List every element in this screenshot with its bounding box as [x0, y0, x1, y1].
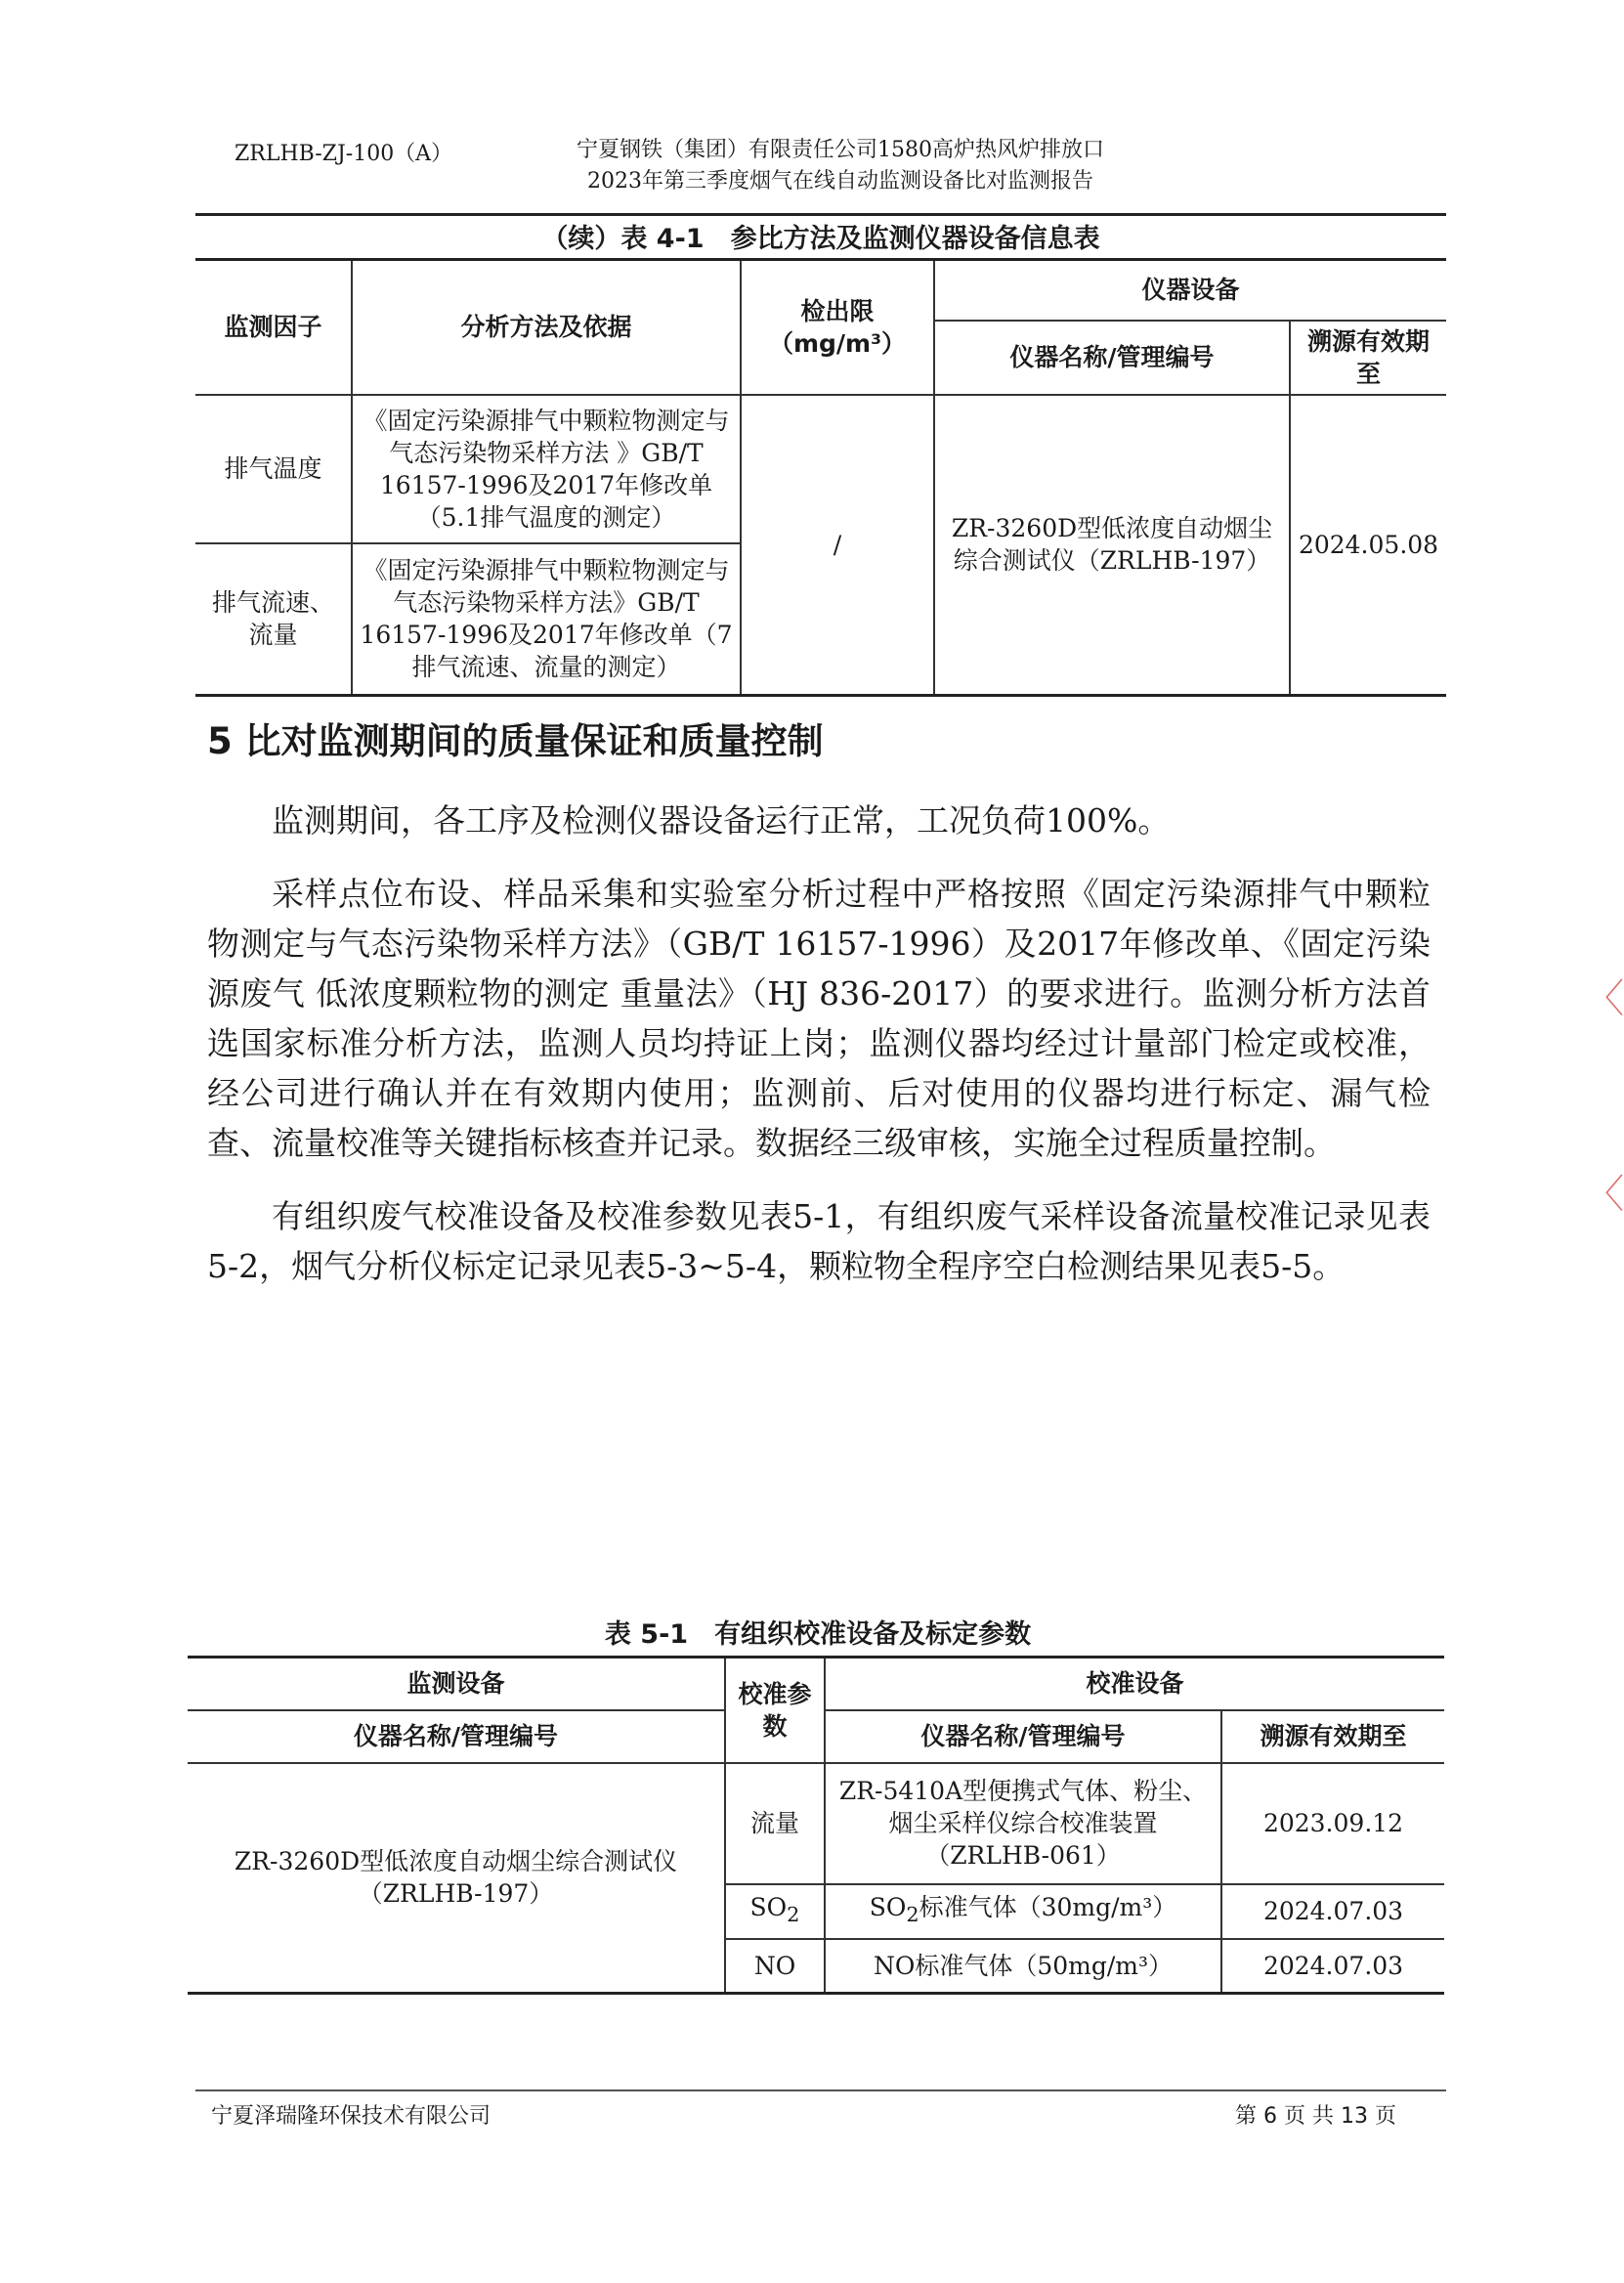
col-header-trace: 溯源有效期至: [1290, 321, 1446, 395]
calib-device-cell: NO标准气体（50mg/m³）: [825, 1939, 1221, 1994]
col-header-factor: 监测因子: [195, 260, 352, 395]
factor-cell: 排气流速、流量: [195, 543, 352, 696]
col-header-calib-name: 仪器名称/管理编号: [825, 1710, 1221, 1763]
col-header-calib: 校准设备: [825, 1658, 1444, 1710]
table41-caption: （续）表 4-1 参比方法及监测仪器设备信息表: [541, 224, 1100, 254]
calib-device-cell: ZR-5410A型便携式气体、粉尘、烟尘采样仪综合校准装置（ZRLHB-061）: [825, 1763, 1221, 1884]
trace-cell: 2024.07.03: [1221, 1939, 1444, 1994]
calib-device-cell: [825, 1884, 1221, 1939]
col-header-monitor-sub: 仪器名称/管理编号: [188, 1710, 725, 1763]
seal-fragment-mark: 〈: [1585, 976, 1624, 1021]
col-header-monitor: 监测设备: [188, 1658, 725, 1710]
limit-cell: /: [741, 395, 934, 696]
device-sub: 2: [906, 1903, 919, 1926]
paragraph: 有组织废气校准设备及校准参数见表5-1，有组织废气采样设备流量校准记录见表5-2，烟气分析仪标定记录见表5-3~5-4，颗粒物全程序空白检测结果见表5-5。: [207, 1197, 1431, 1285]
col-header-instrument: 仪器名称/管理编号: [934, 321, 1290, 395]
footer-company: 宁夏泽瑞隆环保技术有限公司: [211, 2104, 491, 2129]
param-cell: 流量: [725, 1763, 825, 1884]
page-number: 第 6 页 共 13 页: [1235, 2104, 1396, 2129]
method-cell: 《固定污染源排气中颗粒物测定与气态污染物采样方法 》GB/T 16157-1996及2017年修改单（5.1排气温度的测定）: [352, 395, 741, 543]
param-cell: [725, 1884, 825, 1939]
document-code: ZRLHB-ZJ-100（A）: [235, 142, 453, 166]
param-cell: NO: [725, 1939, 825, 1994]
paragraph: 监测期间，各工序及检测仪器设备运行正常，工况负荷100%。: [272, 801, 1171, 840]
header-divider: [195, 213, 1446, 216]
report-title-line1: 宁夏钢铁（集团）有限责任公司1580高炉热风炉排放口: [577, 138, 1104, 162]
device-rest: 标准气体（30mg/m³）: [919, 1893, 1177, 1921]
page-header: [195, 129, 1446, 207]
seal-fragment-mark: 〈: [1585, 1172, 1624, 1217]
table51-caption: 表 5-1 有组织校准设备及标定参数: [604, 1619, 1032, 1650]
trace-cell: 2023.09.12: [1221, 1763, 1444, 1884]
table-5-1: [188, 1656, 1444, 1995]
footer-divider: [195, 2089, 1446, 2091]
report-title-line2: 2023年第三季度烟气在线自动监测设备比对监测报告: [587, 169, 1093, 194]
param-sub: 2: [787, 1903, 800, 1926]
paragraph: 采样点位布设、样品采集和实验室分析过程中严格按照《固定污染源排气中颗粒物测定与气态污染物采样方法》（GB/T 16157-1996）及2017年修改单、《固定污染源废气 低浓度颗粒物的测定 重量法》（HJ 836-2017）的要求进行。监测分析方法首选国家标准分析方法，监测人员均持证上岗；监测仪器均经过计量部门检定或校准，经公司进行确认并在有效期内使用；监测前、后对使用的仪器均进行标定、漏气检查、流量校准等关键指标核查并记录。数据经三级审核，实施全过程质量控制。: [207, 875, 1431, 1162]
factor-cell: 排气温度: [195, 395, 352, 543]
col-header-limit: 检出限（mg/m³）: [741, 260, 934, 395]
col-header-equipment: 仪器设备: [934, 260, 1446, 321]
param-main: SO: [749, 1893, 788, 1921]
trace-cell: 2024.07.03: [1221, 1884, 1444, 1939]
device-main: SO: [869, 1893, 907, 1921]
instrument-cell: ZR-3260D型低浓度自动烟尘综合测试仪（ZRLHB-197）: [934, 395, 1290, 696]
table-row: [188, 1763, 1444, 1884]
monitor-device-cell: ZR-3260D型低浓度自动烟尘综合测试仪（ZRLHB-197）: [188, 1763, 725, 1994]
method-cell: 《固定污染源排气中颗粒物测定与气态污染物采样方法》GB/T 16157-1996及2017年修改单（7排气流速、流量的测定）: [352, 543, 741, 696]
table-row: [195, 395, 1446, 543]
table-4-1: [195, 258, 1446, 697]
col-header-method: 分析方法及依据: [352, 260, 741, 395]
trace-cell: 2024.05.08: [1290, 395, 1446, 696]
col-header-trace: 溯源有效期至: [1221, 1710, 1444, 1763]
section-body: [207, 796, 1431, 1291]
col-header-param: 校准参数: [725, 1658, 825, 1763]
report-title: [518, 135, 1163, 197]
section-heading: 5 比对监测期间的质量保证和质量控制: [207, 720, 824, 762]
